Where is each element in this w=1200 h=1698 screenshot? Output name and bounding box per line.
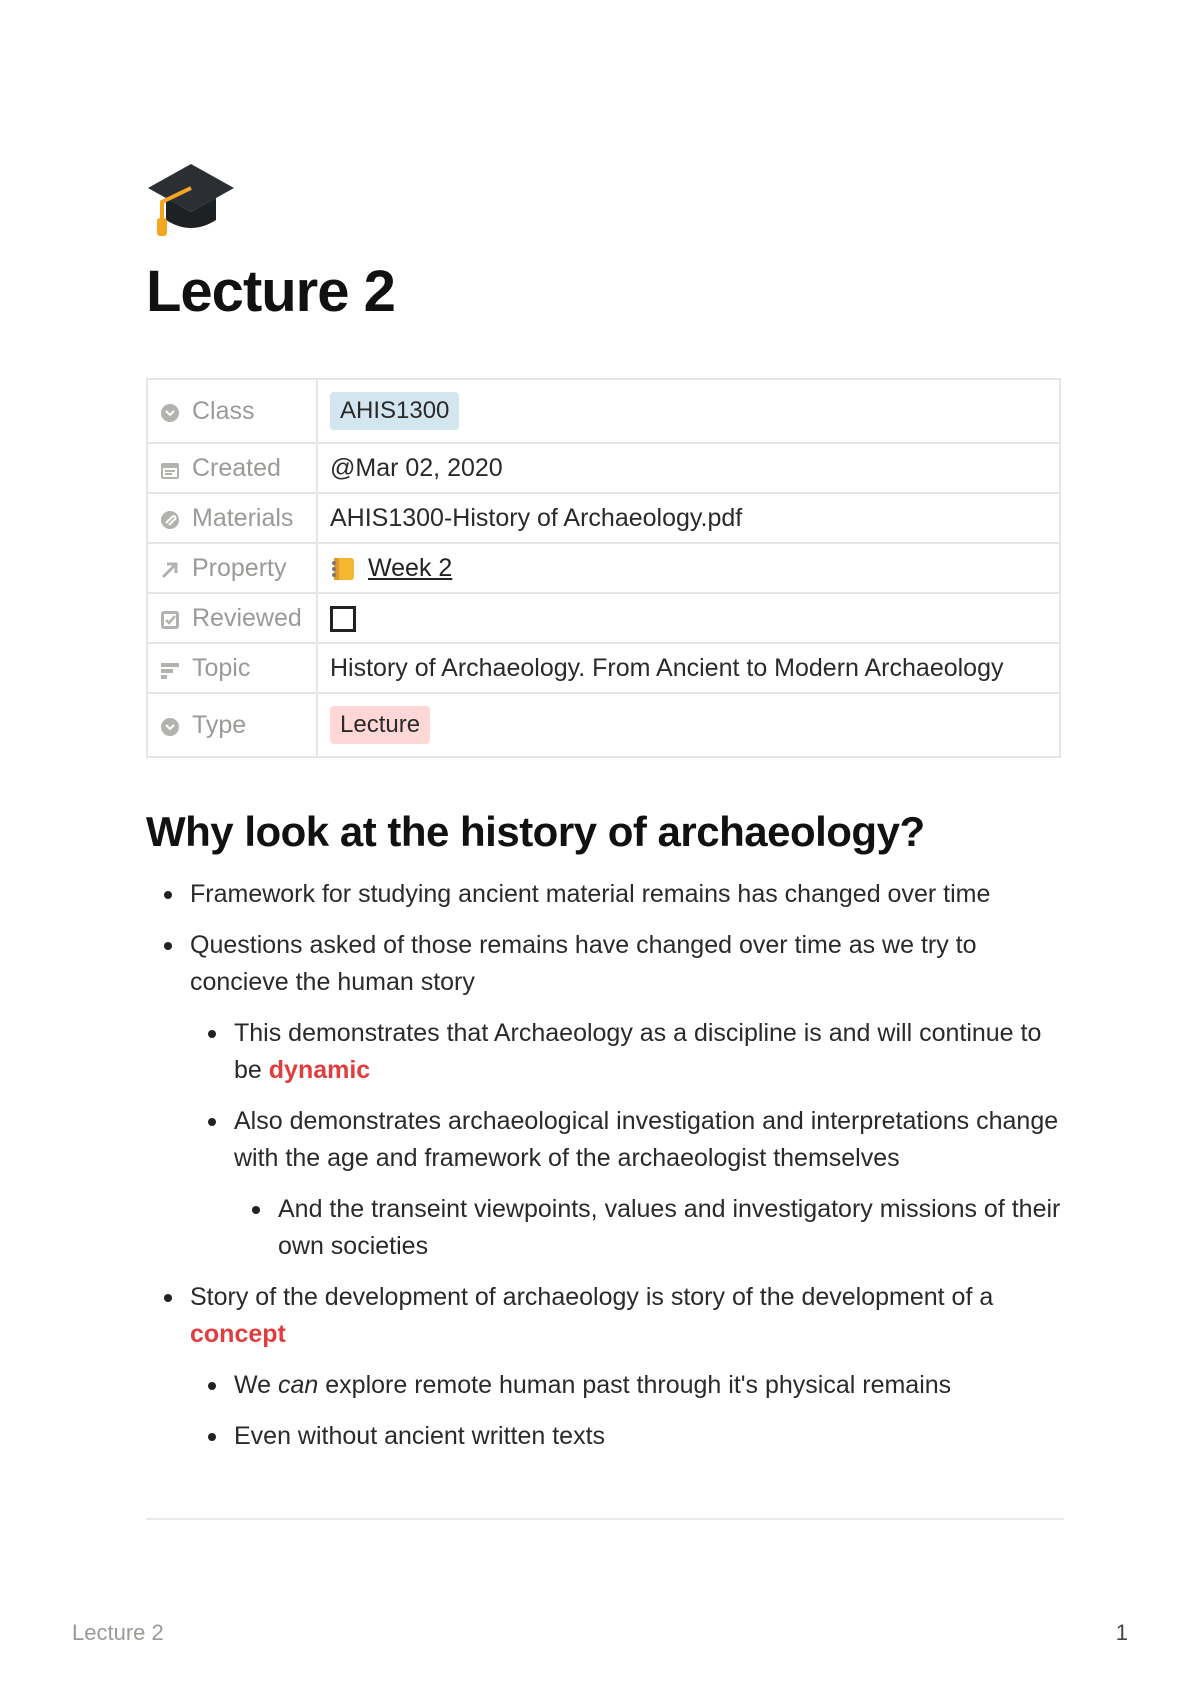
select-icon <box>160 401 180 421</box>
property-key-reviewed: Reviewed <box>147 593 317 643</box>
property-row-topic <box>147 643 1060 693</box>
properties-table <box>146 378 1061 758</box>
property-value-created[interactable]: @Mar 02, 2020 <box>317 443 1060 493</box>
checkbox-icon <box>160 608 180 628</box>
property-value-materials[interactable]: AHIS1300-History of Archaeology.pdf <box>317 493 1060 543</box>
property-key-type: Type <box>147 693 317 757</box>
property-key-materials: Materials <box>147 493 317 543</box>
page-number: 1 <box>1115 1620 1128 1645</box>
footer-title: Lecture 2 <box>72 1620 164 1645</box>
page-title: Lecture 2 <box>146 259 395 324</box>
highlight-concept: concept <box>190 1320 286 1348</box>
class-tag[interactable]: AHIS1300 <box>330 392 459 430</box>
bullet-list <box>146 876 1066 1469</box>
calendar-icon <box>160 458 180 478</box>
list-item: Questions asked of those remains have changed over time as we try to concieve the human story <box>190 927 1066 1001</box>
list-item: Even without ancient written texts <box>234 1418 1066 1455</box>
property-key-class: Class <box>147 379 317 443</box>
section-heading: Why look at the history of archaeology? <box>146 808 925 855</box>
list-item: We can explore remote human past through it's physical remains <box>234 1367 1066 1404</box>
reviewed-checkbox[interactable] <box>330 606 356 632</box>
property-row-created <box>147 443 1060 493</box>
property-value-class[interactable] <box>317 379 1060 443</box>
text-icon <box>160 658 180 678</box>
property-row-reviewed <box>147 593 1060 643</box>
select-icon <box>160 715 180 735</box>
list-item: This demonstrates that Archaeology as a discipline is and will continue to be dynamic <box>234 1015 1066 1089</box>
list-item: Also demonstrates archaeological investigation and interpretations change with the age and framework of the archaeologist themselves <box>234 1103 1066 1177</box>
highlight-dynamic: dynamic <box>268 1056 371 1084</box>
property-row-property <box>147 543 1060 593</box>
property-key-topic: Topic <box>147 643 317 693</box>
week-link[interactable]: Week 2 <box>368 553 453 582</box>
list-item: And the transeint viewpoints, values and investigatory missions of their own societies <box>278 1191 1066 1265</box>
property-key-property: Property <box>147 543 317 593</box>
property-value-type[interactable] <box>317 693 1060 757</box>
list-item: Story of the development of archaeology is story of the development of a concept <box>190 1279 1066 1353</box>
type-tag[interactable]: Lecture <box>330 706 430 744</box>
property-row-class <box>147 379 1060 443</box>
property-value-property[interactable] <box>317 543 1060 593</box>
notebook-icon <box>330 556 356 582</box>
divider <box>146 1518 1064 1520</box>
graduation-cap-icon <box>146 158 236 248</box>
property-value-topic[interactable]: History of Archaeology. From Ancient to Modern Archaeology <box>317 643 1060 693</box>
property-key-created: Created <box>147 443 317 493</box>
property-value-reviewed[interactable] <box>317 593 1060 643</box>
list-item: Framework for studying ancient material remains has changed over time <box>190 876 1066 913</box>
property-row-type <box>147 693 1060 757</box>
property-row-materials <box>147 493 1060 543</box>
relation-arrow-icon <box>160 558 180 578</box>
paperclip-icon <box>160 508 180 528</box>
